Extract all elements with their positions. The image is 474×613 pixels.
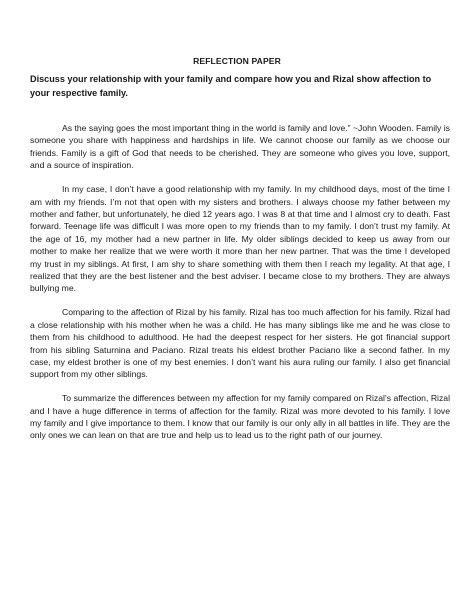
paragraph-intro: As the saying goes the most important thing in the world is family and love.” ~John Wooden. Family is someone you share with happiness and hardships in life. We cannot choose our family as we choose our friends. Family is a gift of God that needs to be cherished. They are someone who gives you love, support, and a source of inspiration. xyxy=(30,123,450,171)
essay-prompt: Discuss your relationship with your family and compare how you and Rizal show affection to your respective family. xyxy=(30,74,432,98)
paragraph-my-family: In my case, I don’t have a good relationship with my family. In my childhood days, most of the time I am with my friends. I’m not that open with my sisters and brothers. I always choose my father between my mother and father, but unfortunately, he died 12 years ago. I was 8 at that time and I almost cry to death. Fast forward. Teenage life was difficult I was more open to my friends than to my family. I don’t trust my family. At the age of 16, my mother had a new partner in life. My older siblings decided to keep us away from our mother to make her realize that we were worth it more than her new partner. That was the time I developed my trust in my siblings. At first, I am shy to share something with them then I reach my legality. At that age, I realized that they are the best listener and the best adviser. I became close to my brothers. They are always bullying me. xyxy=(30,184,450,294)
paragraph-summary: To summarize the differences between my affection for my family compared on Rizal’s affection, Rizal and I have a huge difference in terms of affection for the family. Rizal was more devoted to his family. I love my family and I give importance to them. I know that our family is our only ally in all battles in life. They are the only ones we can lean on that are true and help us to lead us to the right path of our journey. xyxy=(30,393,450,441)
document-body xyxy=(30,122,450,453)
paragraph-rizal-family: Comparing to the affection of Rizal by his family. Rizal has too much affection for his family. Rizal had a close relationship with his mother when he was a child. He has many siblings like me and he was close to them from his childhood to adulthood. He had the deepest respect for her sisters. He got financial support from his sibling Saturnina and Paciano. Rizal treats his eldest brother Paciano like a second father. In my case, my eldest brother is one of my best enemies. I don’t want his aura ruling our family. I also get financial support from my other siblings. xyxy=(30,307,450,380)
document-title: REFLECTION PAPER xyxy=(193,56,281,66)
